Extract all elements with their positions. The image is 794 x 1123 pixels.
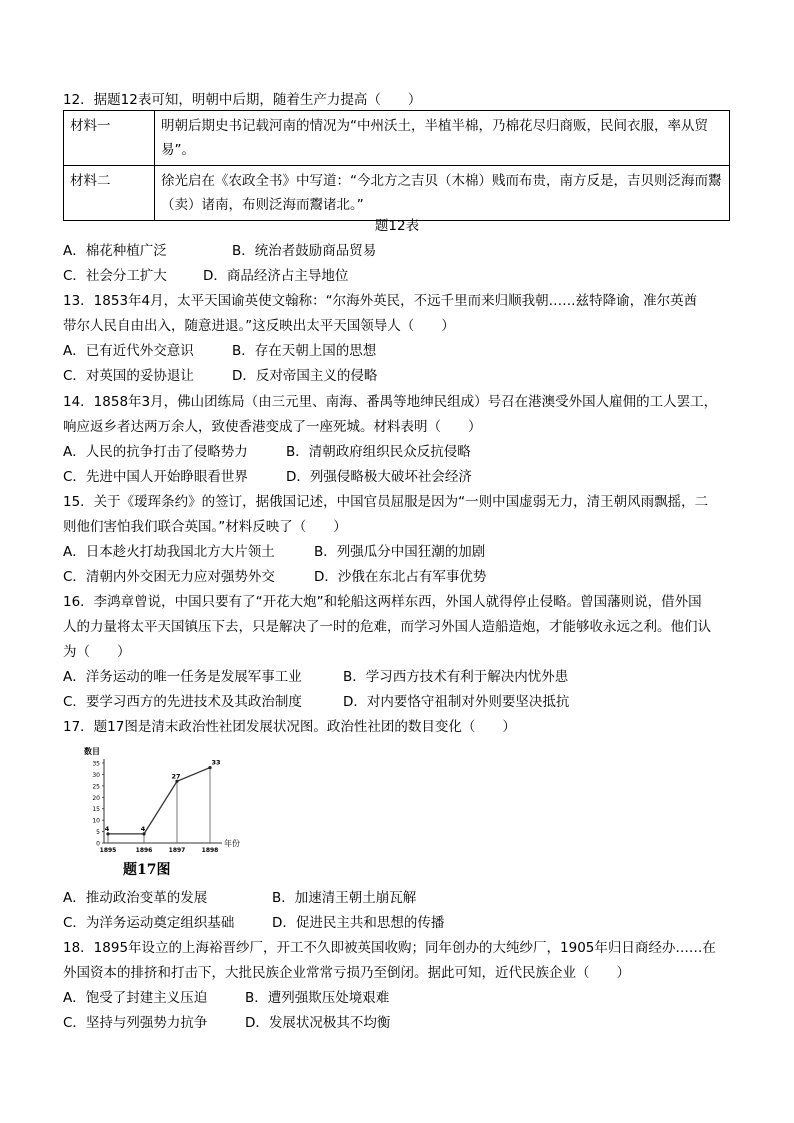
q16-option-b[interactable]: B．学习西方技术有利于解决内忧外患 bbox=[343, 669, 569, 685]
x-tick-label: 1896 bbox=[135, 847, 153, 854]
q15-stem-line-1: 15．关于《瑷珲条约》的签订，据俄国记述，中国官员屈服是因为“一则中国虚弱无力，清王朝风雨飘摇，二 bbox=[63, 494, 709, 510]
series-line bbox=[108, 768, 210, 834]
q12-option-c[interactable]: C．社会分工扩大 bbox=[63, 268, 167, 284]
y-axis-label: 数目 bbox=[84, 746, 100, 756]
material-1-label: 材料一 bbox=[64, 111, 155, 166]
q12-material-table bbox=[63, 110, 730, 221]
y-tick-label: 30 bbox=[92, 771, 100, 779]
q15-stem-line-2: 则他们害怕我们联合英国。”材料反映了（ ） bbox=[63, 519, 347, 535]
q18-option-c[interactable]: C．坚持与列强势力抗争 bbox=[63, 1015, 208, 1031]
q16-option-a[interactable]: A．洋务运动的唯一任务是发展军事工业 bbox=[63, 669, 302, 685]
q17-option-b[interactable]: B．加速清王朝土崩瓦解 bbox=[272, 890, 417, 906]
q17-figure-caption: 题17图 bbox=[123, 862, 171, 878]
y-tick-label: 25 bbox=[92, 783, 100, 791]
chart-y-ticks bbox=[92, 761, 104, 848]
q13-stem-line-2: 带尔人民自由出入，随意进退。”这反映出太平天国领导人（ ） bbox=[63, 318, 455, 334]
data-label: 27 bbox=[171, 772, 181, 781]
q16-option-c[interactable]: C．要学习西方的先进技术及其政治制度 bbox=[63, 694, 302, 710]
x-tick-label: 1895 bbox=[99, 847, 117, 854]
q13-option-c[interactable]: C．对英国的妥协退让 bbox=[63, 368, 194, 384]
q18-option-d[interactable]: D．发展状况极其不均衡 bbox=[245, 1015, 391, 1031]
q15-option-d[interactable]: D．沙俄在东北占有军事优势 bbox=[314, 569, 487, 585]
q13-option-a[interactable]: A．已有近代外交意识 bbox=[63, 343, 194, 359]
q12-option-a[interactable]: A．棉花种植广泛 bbox=[63, 243, 167, 259]
q13-option-b[interactable]: B．存在天朝上国的思想 bbox=[232, 343, 377, 359]
y-tick-label: 15 bbox=[92, 806, 100, 814]
data-label: 4 bbox=[140, 824, 146, 833]
data-label: 4 bbox=[104, 824, 110, 833]
q15-option-b[interactable]: B．列强瓜分中国狂潮的加剧 bbox=[314, 544, 486, 560]
material-2-text: 徐光启在《农政全书》中写道：“今北方之吉贝（木棉）贱而布贵，南方反是，吉贝则泛海而鬻（卖）诸南，布则泛海而鬻诸北。” bbox=[155, 166, 730, 221]
q16-stem-line-1: 16．李鸿章曾说，中国只要有了“开花大炮”和轮船这两样东西，外国人就得停止侵略。曾国藩则说，借外国 bbox=[63, 594, 702, 610]
q18-option-b[interactable]: B．遭列强欺压处境艰难 bbox=[245, 990, 390, 1006]
x-axis-label: 年份 bbox=[224, 839, 240, 848]
y-tick-label: 5 bbox=[96, 829, 100, 837]
q14-option-b[interactable]: B．清朝政府组织民众反抗侵略 bbox=[286, 444, 471, 460]
q17-option-d[interactable]: D．促进民主共和思想的传播 bbox=[272, 915, 445, 931]
q17-stem: 17．题17图是清末政治性社团发展状况图。政治性社团的数目变化（ ） bbox=[63, 719, 516, 735]
material-2-label: 材料二 bbox=[64, 166, 155, 221]
q16-stem-line-2: 人的力量将太平天国镇压下去，只是解决了一时的危难，而学习外国人造船造炮，才能够收永远之利。他们认 bbox=[63, 619, 711, 635]
material-1-text: 明朝后期史书记载河南的情况为“中州沃土，半植半棉，乃棉花尽归商贩，民间衣服，率从贸易”。 bbox=[155, 111, 730, 166]
q14-option-c[interactable]: C．先进中国人开始睁眼看世界 bbox=[63, 469, 248, 485]
q14-option-a[interactable]: A．人民的抗争打击了侵略势力 bbox=[63, 444, 248, 460]
y-tick-label: 10 bbox=[92, 817, 100, 825]
table-row bbox=[64, 111, 730, 166]
q16-option-d[interactable]: D．对内要恪守祖制对外则要坚决抵抗 bbox=[343, 694, 570, 710]
q17-option-c[interactable]: C．为洋务运动奠定组织基础 bbox=[63, 915, 235, 931]
table-row bbox=[64, 166, 730, 221]
q12-option-b[interactable]: B．统治者鼓励商品贸易 bbox=[232, 243, 377, 259]
q14-option-d[interactable]: D．列强侵略极大破坏社会经济 bbox=[286, 469, 472, 485]
q16-stem-line-3: 为（ ） bbox=[63, 644, 131, 660]
q18-stem-line-1: 18．1895年设立的上海裕晋纱厂，开工不久即被英国收购；同年创办的大纯纱厂，1905年归日商经办……在 bbox=[63, 940, 716, 956]
x-tick-label: 1898 bbox=[201, 847, 219, 854]
x-tick-label: 1897 bbox=[168, 847, 186, 854]
q12-stem: 12．据题12表可知，明朝中后期，随着生产力提高（ ） bbox=[63, 92, 422, 108]
q12-table-caption: 题12表 bbox=[374, 218, 420, 234]
q12-option-d[interactable]: D．商品经济占主导地位 bbox=[203, 268, 349, 284]
y-tick-label: 35 bbox=[92, 760, 100, 768]
q13-stem-line-1: 13．1853年4月，太平天国谕英使文翰称：“尔海外英民，不远千里而来归顺我朝……兹特降谕，准尔英酋 bbox=[63, 293, 698, 309]
q17-option-a[interactable]: A．推动政治变革的发展 bbox=[63, 890, 208, 906]
q15-option-a[interactable]: A．日本趁火打劫我国北方大片领土 bbox=[63, 544, 275, 560]
q18-stem-line-2: 外国资本的排挤和打击下，大批民族企业常常亏损乃至倒闭。据此可知，近代民族企业（ ） bbox=[63, 965, 630, 981]
y-tick-label: 20 bbox=[92, 794, 100, 802]
data-label: 33 bbox=[211, 758, 221, 767]
q14-stem-line-2: 响应返乡者达两万余人，致使香港变成了一座死城。材料表明（ ） bbox=[63, 419, 482, 435]
chart-series bbox=[100, 759, 221, 854]
y-tick-label: 0 bbox=[96, 840, 100, 848]
q14-stem-line-1: 14．1858年3月，佛山团练局（由三元里、南海、番禺等地绅民组成）号召在港澳受外国人雇佣的工人罢工， bbox=[63, 394, 718, 410]
q18-option-a[interactable]: A．饱受了封建主义压迫 bbox=[63, 990, 208, 1006]
q15-option-c[interactable]: C．清朝内外交困无力应对强势外交 bbox=[63, 569, 275, 585]
q13-option-d[interactable]: D．反对帝国主义的侵略 bbox=[232, 368, 378, 384]
